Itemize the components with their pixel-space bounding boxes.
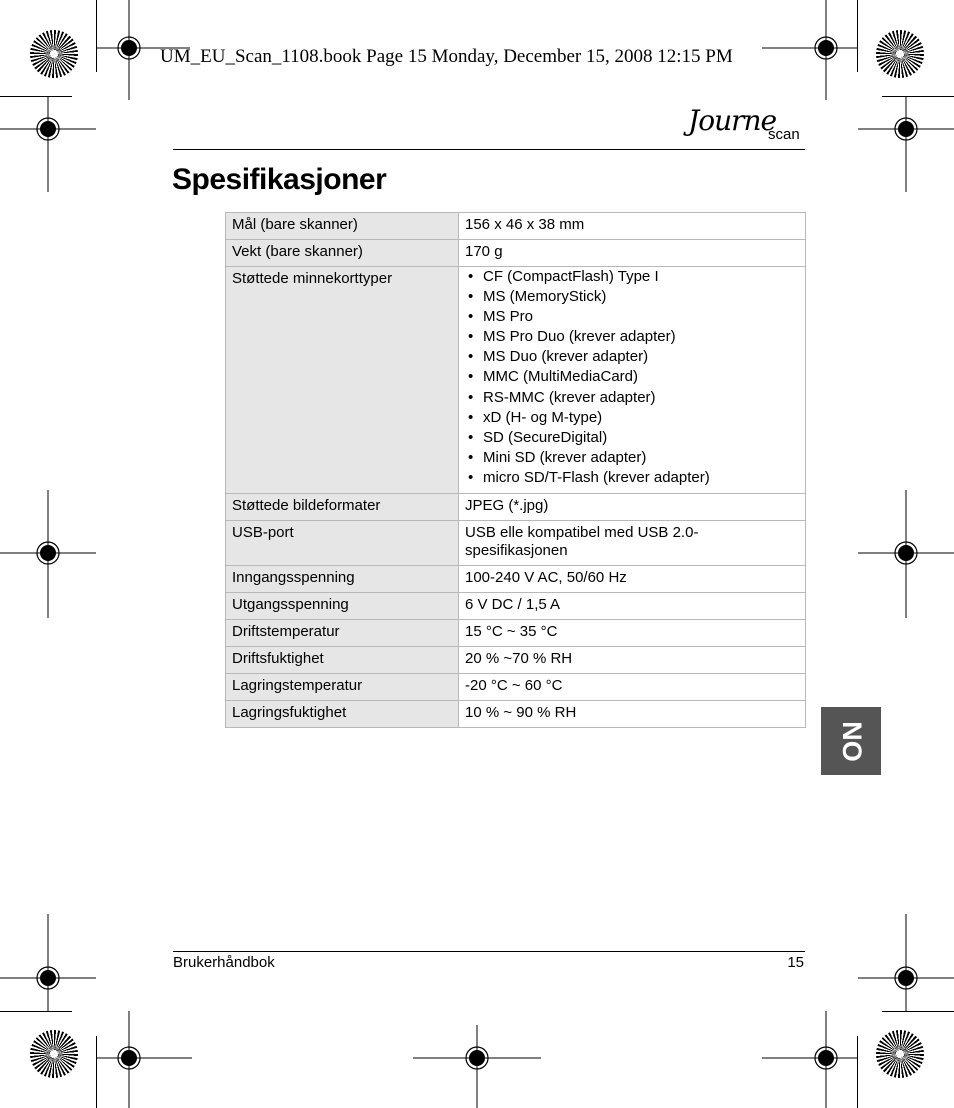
list-item: • MS (MemoryStick) — [465, 287, 799, 307]
table-row — [226, 701, 806, 728]
list-item: • Mini SD (krever adapter) — [465, 448, 799, 468]
spec-key: Støttede bildeformater — [226, 494, 459, 521]
table-row — [226, 494, 806, 521]
list-item: • MMC (MultiMediaCard) — [465, 367, 799, 387]
spec-key: Driftsfuktighet — [226, 647, 459, 674]
footer-title: Brukerhåndbok — [173, 954, 275, 971]
list-item: • MS Pro Duo (krever adapter) — [465, 327, 799, 347]
spec-key: Inngangsspenning — [226, 566, 459, 593]
starburst-mark — [30, 30, 78, 78]
spec-key: Driftstemperatur — [226, 620, 459, 647]
spec-value: 170 g — [459, 240, 806, 267]
footer-rule — [173, 951, 805, 952]
spec-key: Utgangsspenning — [226, 593, 459, 620]
spec-value: 10 % ~ 90 % RH — [459, 701, 806, 728]
list-item: • SD (SecureDigital) — [465, 428, 799, 448]
language-tab-label: NO — [836, 720, 867, 762]
table-row — [226, 593, 806, 620]
spec-key: Mål (bare skanner) — [226, 213, 459, 240]
spec-key: Lagringstemperatur — [226, 674, 459, 701]
page-number: 15 — [787, 954, 804, 971]
spec-value-list — [465, 267, 799, 488]
table-row — [226, 267, 806, 494]
logo-script: Journe — [688, 104, 777, 137]
list-item: • xD (H- og M-type) — [465, 408, 799, 428]
journe-scan-logo — [688, 104, 808, 150]
list-item: • RS-MMC (krever adapter) — [465, 388, 799, 408]
table-row — [226, 566, 806, 593]
spec-value: 6 V DC / 1,5 A — [459, 593, 806, 620]
spec-table — [225, 212, 806, 728]
starburst-mark — [876, 1030, 924, 1078]
spec-value: USB elle kompatibel med USB 2.0- spesifikasjonen — [459, 521, 806, 566]
table-row — [226, 213, 806, 240]
starburst-mark — [30, 1030, 78, 1078]
spec-value: 20 % ~70 % RH — [459, 647, 806, 674]
table-row — [226, 674, 806, 701]
spec-value: 100-240 V AC, 50/60 Hz — [459, 566, 806, 593]
spec-key: Støttede minnekorttyper — [226, 267, 459, 494]
starburst-mark — [876, 30, 924, 78]
spec-value: 15 °C ~ 35 °C — [459, 620, 806, 647]
spec-key: Lagringsfuktighet — [226, 701, 459, 728]
table-row — [226, 240, 806, 267]
table-row — [226, 620, 806, 647]
language-tab — [821, 707, 881, 775]
table-row — [226, 647, 806, 674]
table-row — [226, 521, 806, 566]
header-rule — [173, 149, 805, 150]
page-title: Spesifikasjoner — [172, 163, 387, 196]
spec-value — [459, 267, 806, 494]
spec-value: 156 x 46 x 38 mm — [459, 213, 806, 240]
spec-key: USB-port — [226, 521, 459, 566]
list-item: • CF (CompactFlash) Type I — [465, 267, 799, 287]
spec-value: JPEG (*.jpg) — [459, 494, 806, 521]
list-item: • micro SD/T-Flash (krever adapter) — [465, 468, 799, 488]
spec-value: -20 °C ~ 60 °C — [459, 674, 806, 701]
list-item: • MS Pro — [465, 307, 799, 327]
logo-sub: scan — [768, 126, 800, 143]
list-item: • MS Duo (krever adapter) — [465, 347, 799, 367]
slug-line: UM_EU_Scan_1108.book Page 15 Monday, December 15, 2008 12:15 PM — [160, 46, 733, 67]
spec-key: Vekt (bare skanner) — [226, 240, 459, 267]
